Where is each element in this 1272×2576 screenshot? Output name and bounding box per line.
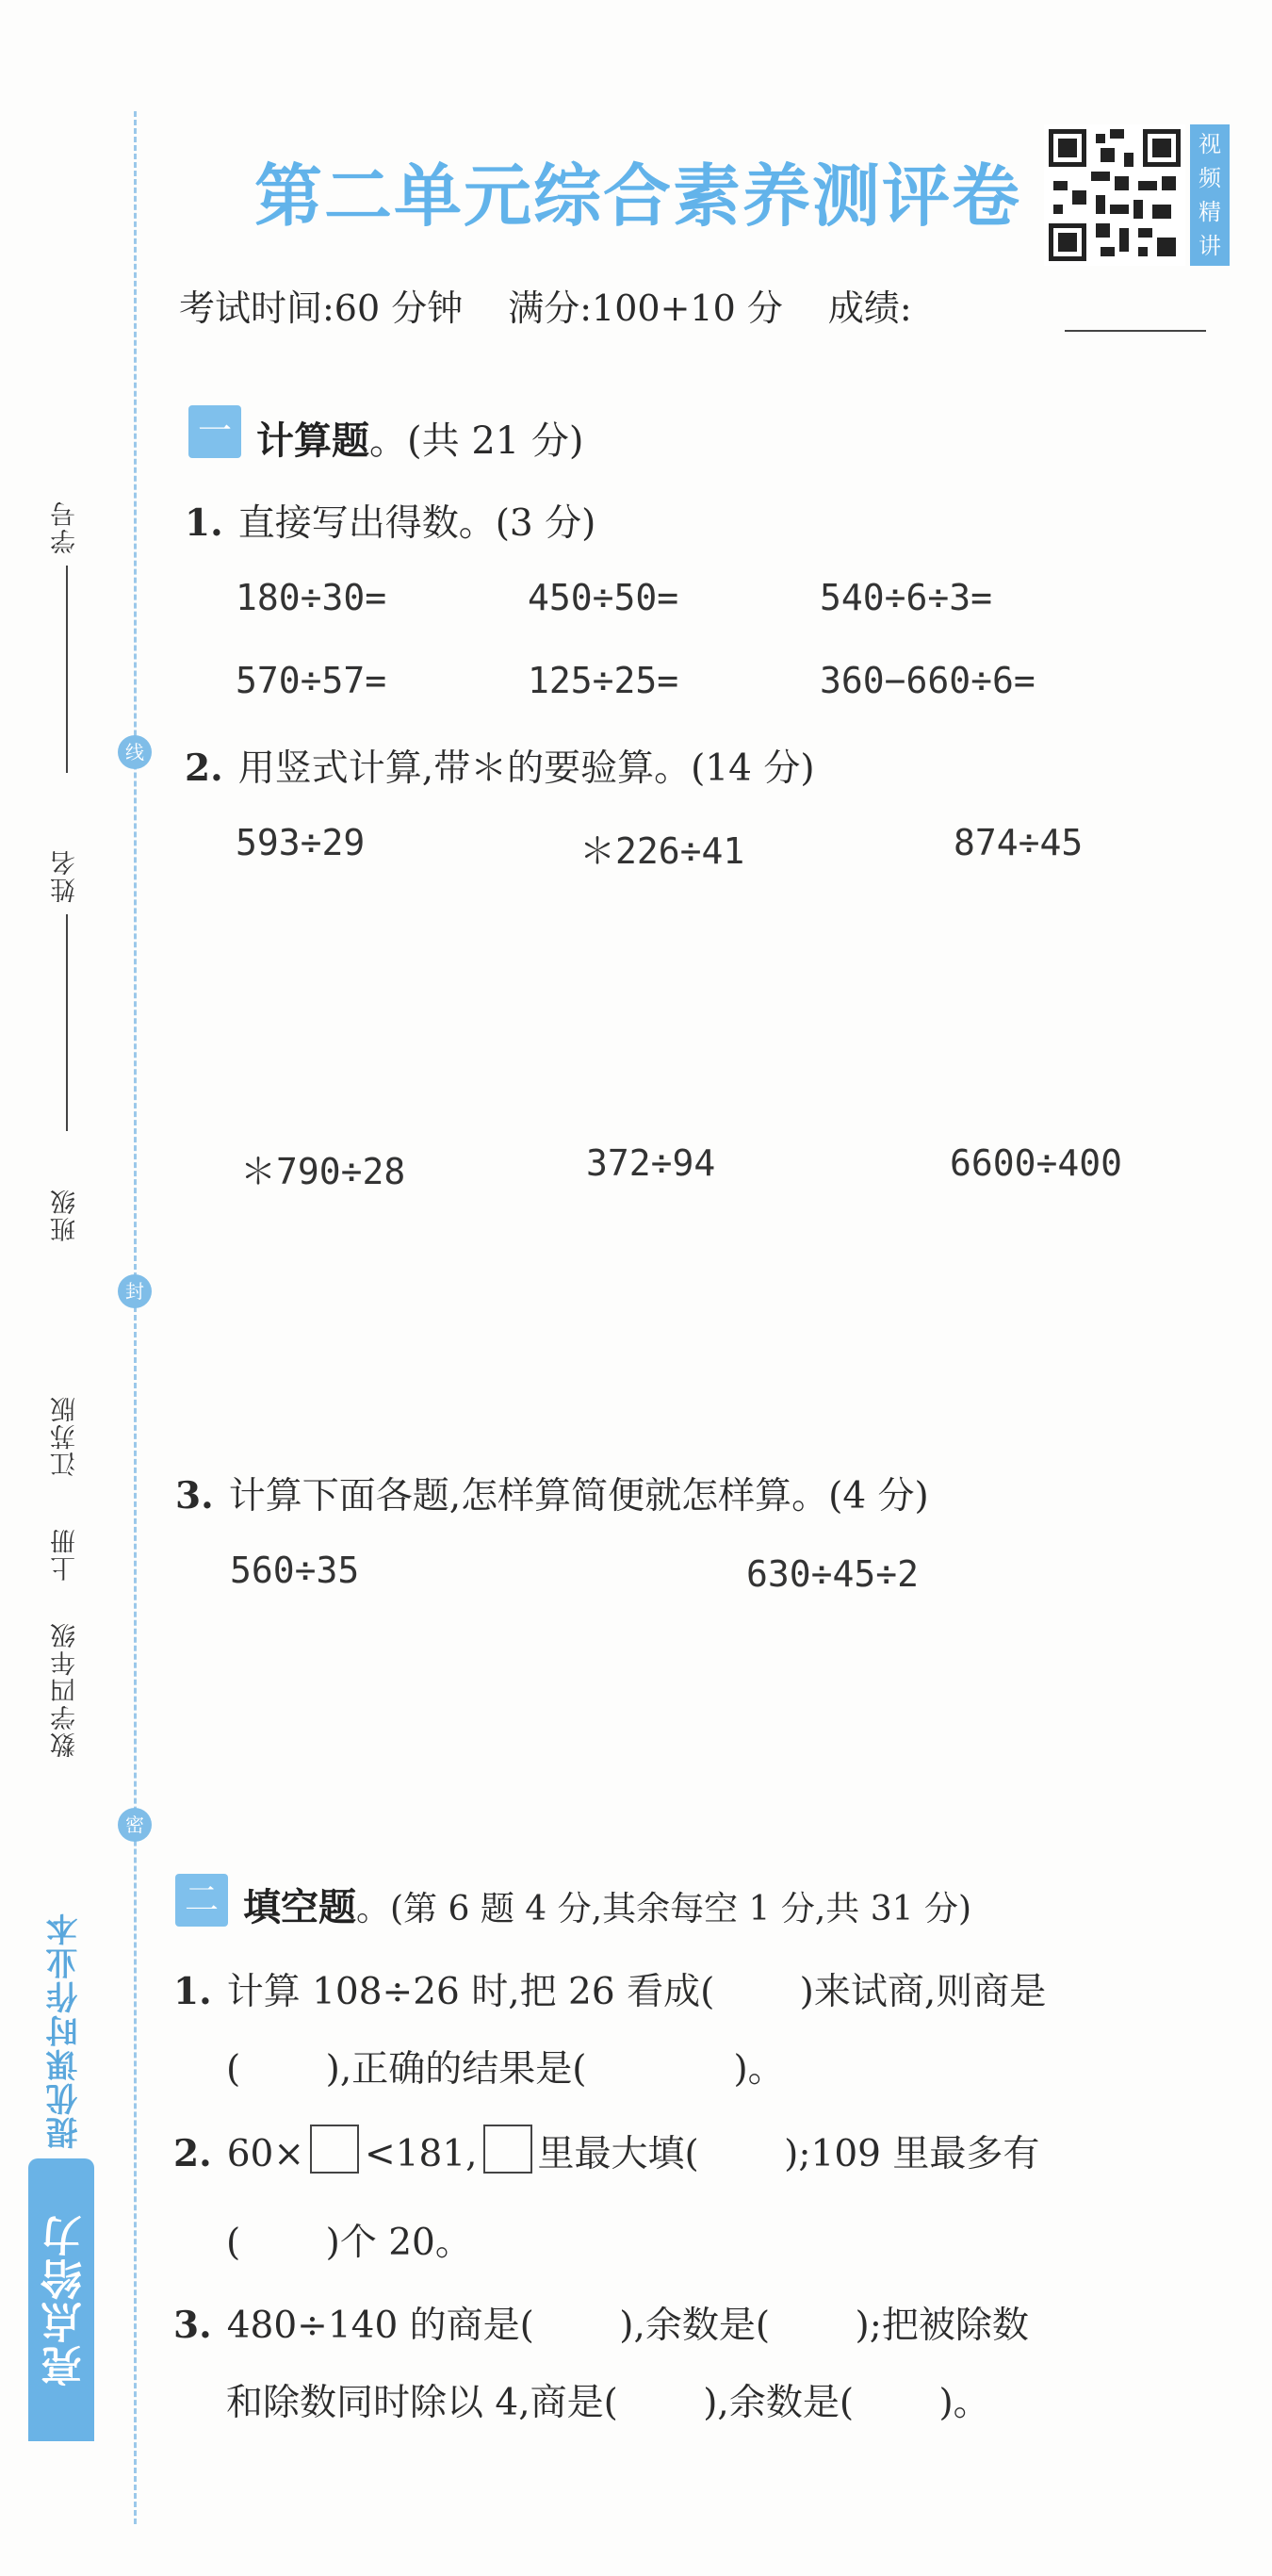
s2-q1-line2: ( ),正确的结果是( )。: [226, 2048, 785, 2091]
s2-q2-num: 2.: [173, 2132, 212, 2175]
s2-q3-cont: [226, 2373, 990, 2426]
s1-q3-text: 计算下面各题,怎样算简便就怎样算。(4 分): [228, 1475, 929, 1518]
seal-line-icon: 线: [118, 735, 152, 769]
s1-q3-item: 630÷45÷2: [746, 1553, 920, 1595]
student-no-label: 学号: [51, 500, 80, 554]
s1-q2-item: 593÷29: [236, 822, 366, 863]
s1-q2-item: 6600÷400: [950, 1142, 1123, 1184]
volume-label: 上册: [51, 1527, 80, 1582]
exam-time: 考试时间:60 分钟: [179, 287, 464, 329]
s1-q1-item: 540÷6÷3=: [820, 577, 993, 618]
answer-box[interactable]: [310, 2125, 359, 2174]
s1-q2-num: 2.: [185, 747, 223, 790]
qr-code-icon[interactable]: [1044, 124, 1185, 266]
s1-q1-item: 570÷57=: [236, 660, 387, 701]
edition-label: 江苏版: [51, 1395, 80, 1477]
student-no-line: [66, 566, 68, 773]
s1-q2: [185, 739, 815, 792]
s1-q3-num: 3.: [175, 1474, 214, 1518]
s1-q1-item: 360−660÷6=: [820, 660, 1036, 701]
s2-q1-line1: 计算 108÷26 时,把 26 看成( )来试商,则商是: [226, 1971, 1047, 2013]
binding-dash-line: [134, 111, 137, 2524]
s2-q2-part3: 里最大填( );109 里最多有: [537, 2133, 1040, 2175]
s2-q2-part2: <181,: [365, 2133, 478, 2175]
s1-q2-item: ＊226÷41: [579, 830, 745, 872]
s2-q2-part1: 60×: [226, 2133, 305, 2175]
class-line: [66, 990, 68, 1131]
s1-q1-item: 450÷50=: [528, 577, 679, 618]
s1-q2-item: ＊790÷28: [240, 1151, 406, 1192]
s1-q1: [185, 494, 595, 547]
s1-q3-item: 560÷35: [230, 1550, 360, 1591]
s2-q2: [173, 2125, 1039, 2177]
s2-q3-num: 3.: [173, 2304, 212, 2347]
s1-q3: [175, 1467, 929, 1519]
section2-icon: 二: [175, 1874, 228, 1927]
section1-icon: 一: [188, 405, 241, 458]
s2-q2-line2: ( )个 20。: [226, 2222, 472, 2264]
brand-subtitle: 提优课时作业本: [46, 1911, 84, 2149]
s1-q1-num: 1.: [185, 501, 223, 545]
seal-seal-icon: 封: [118, 1274, 152, 1308]
brand-logo-text: 亮点给力: [41, 2213, 90, 2387]
name-label: 姓名: [51, 848, 80, 903]
section1-note: 。(共 21 分): [369, 419, 584, 463]
s1-q2-text: 用竖式计算,带＊的要验算。(14 分): [237, 747, 815, 790]
score-label: 成绩:: [827, 287, 912, 329]
s2-q2-cont: [226, 2213, 472, 2266]
s2-q3: [173, 2296, 1029, 2349]
s1-q1-item: 125÷25=: [528, 660, 679, 701]
s1-q1-item: 180÷30=: [236, 577, 387, 618]
video-explain-label[interactable]: [1190, 124, 1230, 266]
s2-q1-num: 1.: [173, 1970, 212, 2013]
class-label: 班级: [51, 1188, 80, 1242]
s1-q2-item: 874÷45: [954, 822, 1084, 863]
section1-title: [256, 411, 584, 465]
video-explain-text: 视频精讲: [1199, 131, 1221, 259]
section2-title: [243, 1878, 971, 1931]
s1-q1-text: 直接写出得数。(3 分): [237, 502, 596, 545]
page-title: 第二单元综合素养测评卷: [254, 156, 1022, 236]
seal-dense-icon: 密: [118, 1808, 152, 1842]
section1-title-text: 计算题: [256, 419, 369, 463]
score-blank[interactable]: [1065, 330, 1206, 332]
section2-note: 。(第 6 题 4 分,其余每空 1 分,共 31 分): [356, 1890, 972, 1928]
section2-title-text: 填空题: [243, 1886, 356, 1929]
s2-q1-cont: [226, 2040, 785, 2092]
s2-q3-line1: 480÷140 的商是( ),余数是( );把被除数: [226, 2305, 1029, 2347]
full-score: 满分:100+10 分: [508, 287, 783, 329]
s1-q2-item: 372÷94: [586, 1142, 716, 1184]
exam-meta: [179, 279, 912, 331]
grade-label: 数学四年级: [51, 1621, 80, 1758]
s2-q1: [173, 1962, 1046, 2015]
answer-box[interactable]: [483, 2125, 532, 2174]
s2-q3-line2: 和除数同时除以 4,商是( ),余数是( )。: [226, 2382, 990, 2424]
